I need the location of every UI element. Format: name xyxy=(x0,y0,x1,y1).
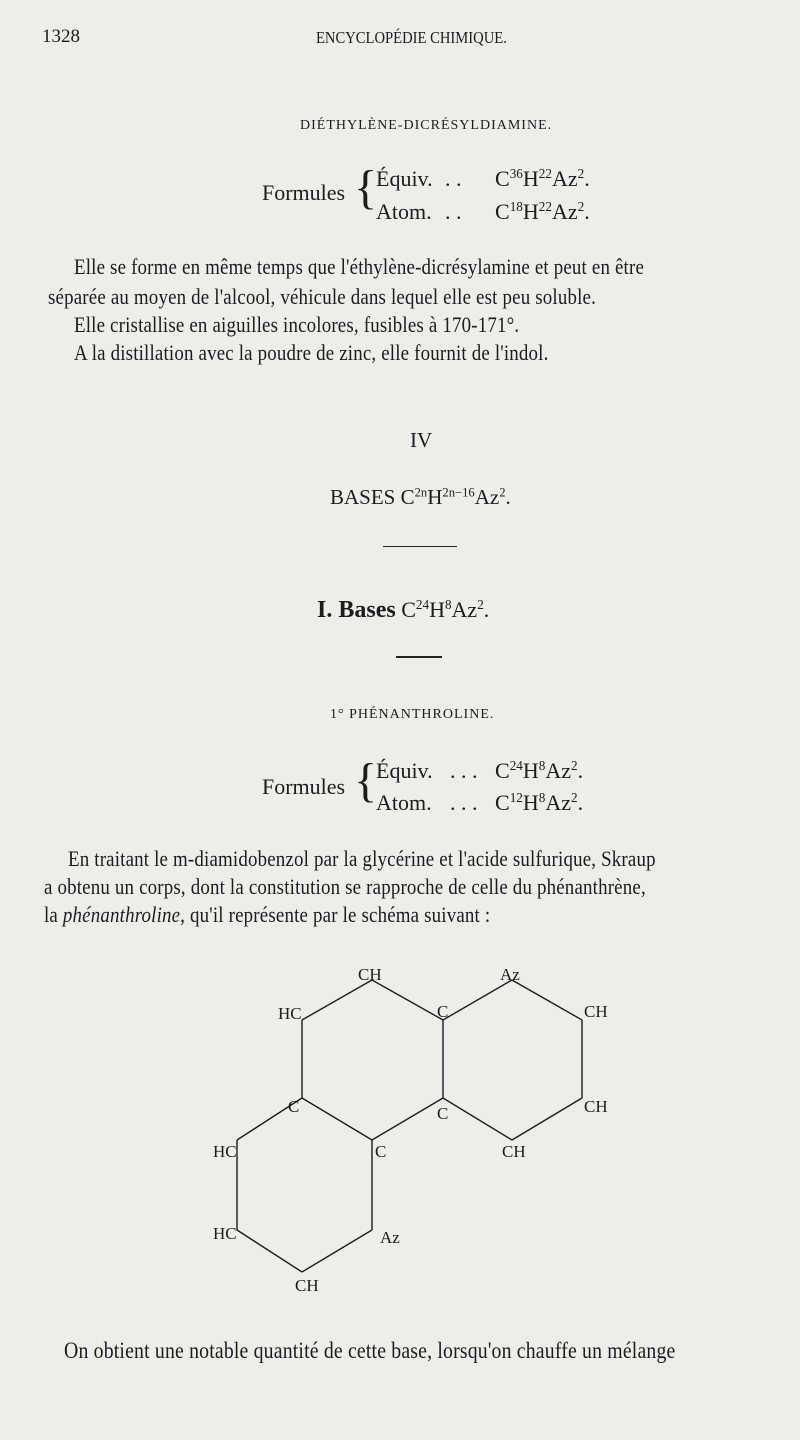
bases-subheading: I. Bases $C^{24}H^8Az^2$. xyxy=(317,597,490,623)
atom-label-c: C xyxy=(437,1104,449,1123)
equiv-formula: $C^{24}H^8Az^2$. xyxy=(495,758,584,783)
brace-icon: { xyxy=(354,754,378,807)
atom-label-ch: CH xyxy=(295,1276,319,1295)
atom-formula: $C^{12}H^8Az^2$. xyxy=(495,790,584,815)
equiv-formula: $C^{36}H^{22}Az^2$. xyxy=(495,166,590,191)
divider xyxy=(383,546,457,547)
atom-label-ch: CH xyxy=(358,965,382,984)
bases-heading: BASES $C^{2n}H^{2n-16}Az^2$. xyxy=(330,485,511,509)
atom-label-ch: CH xyxy=(584,1002,608,1021)
running-title: ENCYCLOPÉDIE CHIMIQUE. xyxy=(316,28,507,47)
page-number: 1328 xyxy=(42,26,80,47)
section-title-dicresyldiamine: DIÉTHYLÈNE-DICRÉSYLDIAMINE. xyxy=(300,118,553,133)
paragraph-line: Elle se forme en même temps que l'éthylène-dicrésylamine et peut en être xyxy=(74,254,645,279)
atom-label-hc: HC xyxy=(278,1004,302,1023)
atom-formula: $C^{18}H^{22}Az^2$. xyxy=(495,199,590,224)
formulas-label: Formules xyxy=(262,180,346,205)
paragraph-line: A la distillation avec la poudre de zinc, elle fournit de l'indol. xyxy=(74,340,549,365)
paragraph-line: la phénanthroline, qu'il représente par le schéma suivant : xyxy=(44,902,491,927)
section-title-phenanthroline: 1° PHÉNANTHROLINE. xyxy=(330,707,495,722)
paragraph-line: séparée au moyen de l'alcool, véhicule dans lequel elle est peu soluble. xyxy=(48,284,596,309)
atom-label-ch: CH xyxy=(502,1142,526,1161)
dots: . . . xyxy=(450,758,478,783)
dots: . . xyxy=(445,166,462,191)
atom-label-c: C xyxy=(437,1002,449,1021)
formulas-label: Formules xyxy=(262,774,346,799)
dots: . . . xyxy=(450,790,478,815)
equiv-label: Équiv. xyxy=(376,166,433,191)
atom-label-c: C xyxy=(288,1097,300,1116)
paragraph-line: En traitant le m-diamidobenzol par la glycérine et l'acide sulfurique, Skraup xyxy=(68,846,656,871)
atom-label-c: C xyxy=(375,1142,387,1161)
divider xyxy=(396,656,442,658)
atom-label-ch: CH xyxy=(584,1097,608,1116)
atom-label-hc: HC xyxy=(213,1142,237,1161)
atom-label-az: Az xyxy=(500,965,520,984)
atom-label-az: Az xyxy=(380,1228,400,1247)
paragraph-line: Elle cristallise en aiguilles incolores, fusibles à 170-171°. xyxy=(74,312,520,337)
brace-icon: { xyxy=(354,161,378,214)
paragraph-line: On obtient une notable quantité de cette base, lorsqu'on chauffe un mélange xyxy=(64,1338,676,1363)
roman-numeral: IV xyxy=(410,428,433,452)
atom-label-hc: HC xyxy=(213,1224,237,1243)
atom-label: Atom. xyxy=(376,790,432,815)
atom-label: Atom. xyxy=(376,199,432,224)
dots: . . xyxy=(445,199,462,224)
equiv-label: Équiv. xyxy=(376,758,433,783)
paragraph-line: a obtenu un corps, dont la constitution se rapproche de celle du phénanthrène, xyxy=(44,874,646,899)
